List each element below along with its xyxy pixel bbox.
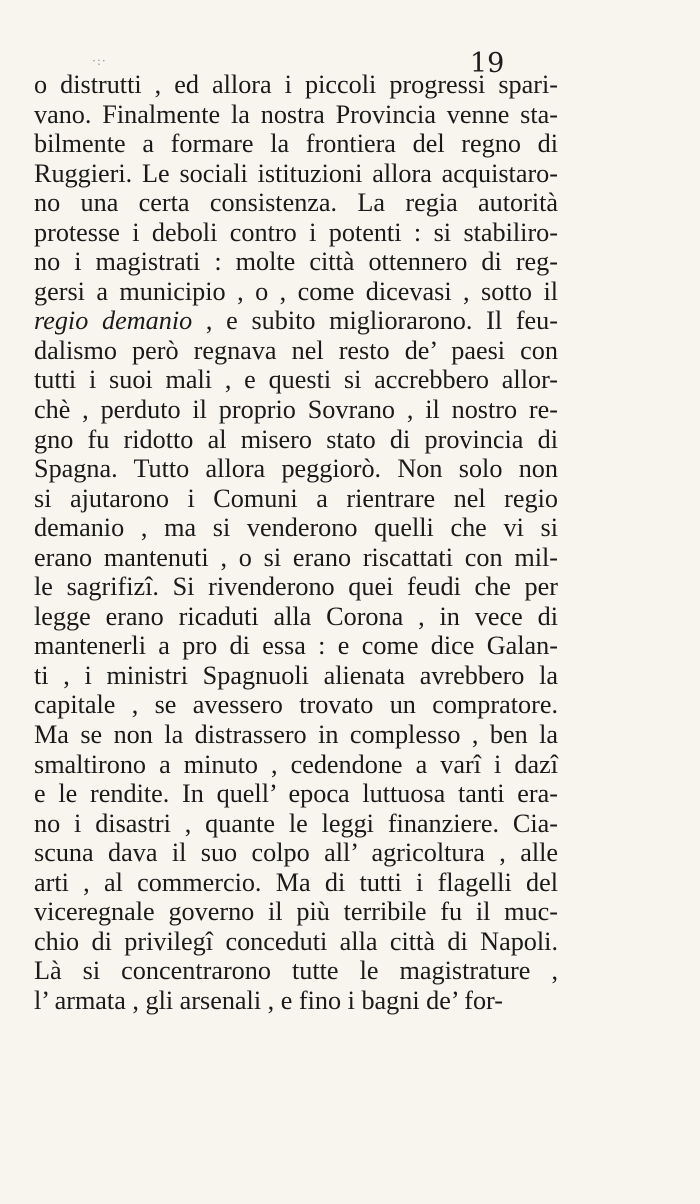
text-line: scuna dava il suo colpo all’ agricoltura , alle — [34, 838, 558, 868]
text-line: e le rendite. In quell’ epoca luttuosa tanti era- — [34, 779, 558, 809]
body-text — [34, 70, 558, 1016]
text-line: no una certa consistenza. La regia autorità — [34, 188, 558, 218]
text-line: tutti i suoi mali , e questi si accrebbero allor- — [34, 365, 558, 395]
text-line: vano. Finalmente la nostra Provincia venne sta- — [34, 99, 558, 129]
text-line: ti , i ministri Spagnuoli alienata avrebbero la — [34, 660, 558, 690]
text-line: viceregnale governo il più terribile fu il muc- — [34, 897, 558, 927]
text-line: Là si concentrarono tutte le magistrature , — [34, 956, 558, 986]
text-line: gno fu ridotto al misero stato di provincia di — [34, 424, 558, 454]
text-line: capitale , se avessero trovato un compratore. — [34, 690, 558, 720]
text-line: legge erano ricaduti alla Corona , in vece di — [34, 601, 558, 631]
text-line: no i magistrati : molte città ottennero di reg- — [34, 247, 558, 277]
text-line: demanio , ma si venderono quelli che vi si — [34, 513, 558, 543]
text-line: le sagrifizî. Si rivenderono quei feudi che per — [34, 572, 558, 602]
text-line: chè , perduto il proprio Sovrano , il nostro re- — [34, 395, 558, 425]
text-line: no i disastri , quante le leggi finanziere. Cia- — [34, 808, 558, 838]
text-line: mantenerli a pro di essa : e come dice Galan- — [34, 631, 558, 661]
ink-smudge: ·:· — [92, 54, 107, 68]
italic-phrase: regio demanio — [34, 306, 193, 336]
text-line: si ajutarono i Comuni a rientrare nel regio — [34, 483, 558, 513]
text-line: Ruggieri. Le sociali istituzioni allora acquistaro- — [34, 158, 558, 188]
text-line: chio di privilegî conceduti alla città di Napoli. — [34, 926, 558, 956]
text-line: gersi a municipio , o , come dicevasi , sotto il — [34, 276, 558, 306]
text-line: protesse i deboli contro i potenti : si stabiliro- — [34, 217, 558, 247]
text-line: smaltirono a minuto , cedendone a varî i dazî — [34, 749, 558, 779]
line-rest: , e subito migliorarono. Il feu- — [192, 306, 558, 336]
page-number: 19 — [470, 48, 505, 79]
text-line: erano mantenuti , o si erano riscattati con mil- — [34, 542, 558, 572]
text-line: arti , al commercio. Ma di tutti i flagelli del — [34, 867, 558, 897]
text-line: Ma se non la distrassero in complesso , ben la — [34, 720, 558, 750]
text-line: Spagna. Tutto allora peggiorò. Non solo non — [34, 454, 558, 484]
text-line: bilmente a formare la frontiera del regno di — [34, 129, 558, 159]
text-line: dalismo però regnava nel resto de’ paesi con — [34, 335, 558, 365]
text-line: o distrutti , ed allora i piccoli progressi spari- — [34, 70, 558, 99]
text-line: l’ armata , gli arsenali , e fino i bagni de’ for- — [34, 985, 503, 1015]
text-line — [34, 306, 558, 336]
